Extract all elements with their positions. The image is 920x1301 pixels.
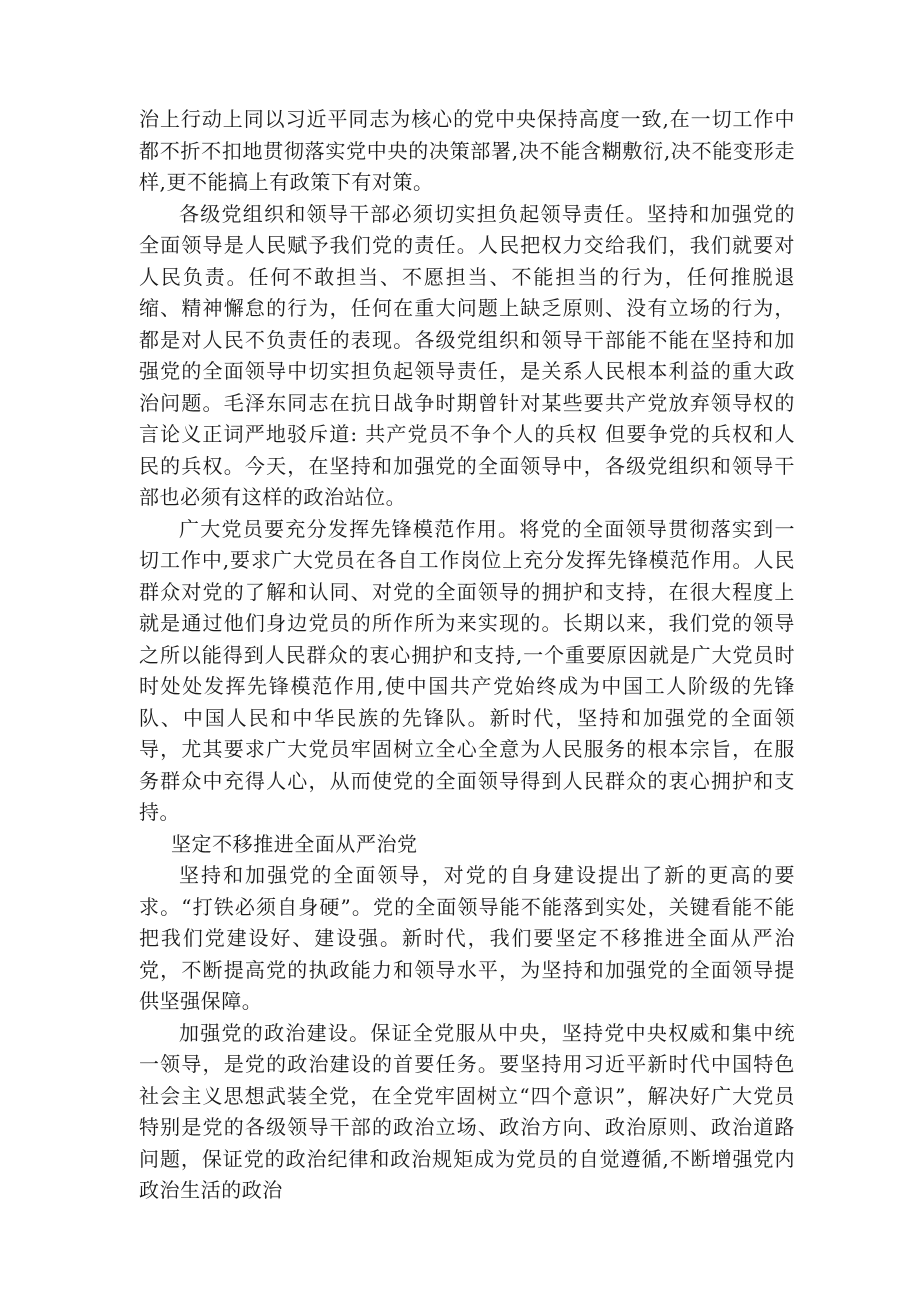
paragraph-5: 坚持和加强党的全面领导，对党的自身建设提出了新的更高的要求。“打铁必须自身硬”。党的全面领导能不能落到实处，关键看能不能把我们党建设好、建设强。新时代，我们要坚定不移推进全面从严治党，不断提高党的执政能力和领导水平，为坚持和加强党的全面领导提供坚强保障。 <box>139 863 795 1013</box>
document-page <box>139 104 795 1207</box>
paragraph-2: 各级党组织和领导干部必须切实担负起领导责任。坚持和加强党的全面领导是人民赋予我们党的责任。人民把权力交给我们，我们就要对人民负责。任何不敢担当、不愿担当、不能担当的行为，任何推脱退缩、精神懈怠的行为，任何在重大问题上缺乏原则、没有立场的行为，都是对人民不负责任的表现。各级党组织和领导干部能不能在坚持和加强党的全面领导中切实担负起领导责任，是关系人民根本利益的重大政治问题。毛泽东同志在抗日战争时期曾针对某些要共产党放弃领导权的言论义正词严地驳斥道: 共产党员不争个人的兵权 但要争党的兵权和人民的兵权。今天，在坚持和加强党的全面领导中，各级党组织和领导干部也必须有这样的政治站位。 <box>139 201 795 509</box>
paragraph-6: 加强党的政治建设。保证全党服从中央，坚持党中央权威和集中统一领导，是党的政治建设的首要任务。要坚持用习近平新时代中国特色社会主义思想武装全党，在全党牢固树立“四个意识”，解决好广大党员特别是党的各级领导干部的政治立场、政治方向、政治原则、政治道路问题，保证党的政治纪律和政治规矩成为党员的自觉遵循,不断增强党内政治生活的政治 <box>139 1020 795 1202</box>
paragraph-1: 治上行动上同以习近平同志为核心的党中央保持高度一致,在一切工作中都不折不扣地贯彻落实党中央的决策部署,决不能含糊敷衍,决不能变形走样,更不能搞上有政策下有对策。 <box>139 107 795 194</box>
paragraph-3: 广大党员要充分发挥先锋模范作用。将党的全面领导贯彻落实到一切工作中,要求广大党员在各自工作岗位上充分发挥先锋模范作用。人民群众对党的了解和认同、对党的全面领导的拥护和支持，在很大程度上就是通过他们身边党员的所作所为来实现的。长期以来，我们党的领导之所以能得到人民群众的衷心拥护和支持,一个重要原因就是广大党员时时处处发挥先锋模范作用,使中国共产党始终成为中国工人阶级的先锋队、中国人民和中华民族的先锋队。新时代，坚持和加强党的全面领导，尤其要求广大党员牢固树立全心全意为人民服务的根本宗旨，在服务群众中充得人心，从而使党的全面领导得到人民群众的衷心拥护和支持。 <box>139 516 795 824</box>
section-heading: 坚定不移推进全面从严治党 <box>171 831 418 856</box>
